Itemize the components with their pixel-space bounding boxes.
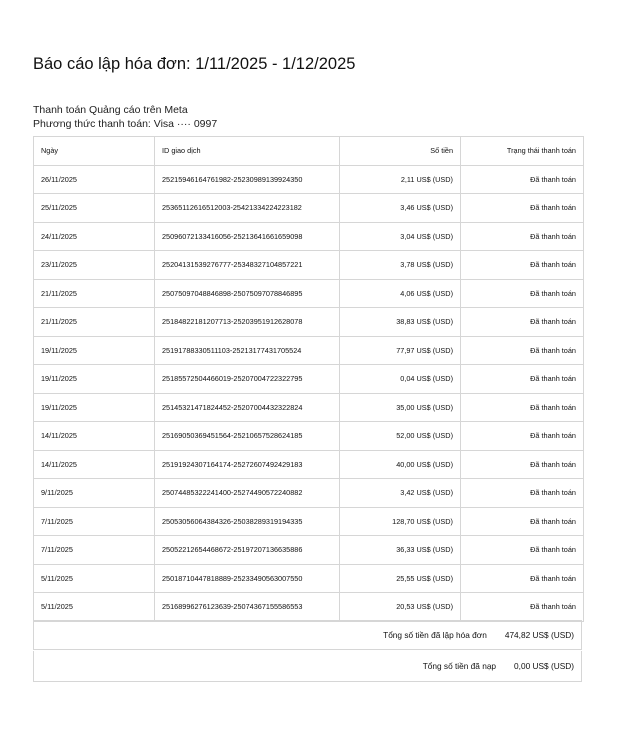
row-transaction-id: 25191924307164174-25272607492429183	[155, 450, 340, 479]
table-row	[34, 450, 584, 479]
column-header-status: Trạng thái thanh toán	[461, 137, 584, 166]
row-amount: 3,46 US$ (USD)	[340, 194, 461, 223]
table-row	[34, 479, 584, 508]
table-row	[34, 393, 584, 422]
row-status: Đã thanh toán	[461, 593, 584, 622]
row-date: 24/11/2025	[34, 222, 155, 251]
table-row	[34, 165, 584, 194]
row-status: Đã thanh toán	[461, 308, 584, 337]
row-status: Đã thanh toán	[461, 365, 584, 394]
row-amount: 3,78 US$ (USD)	[340, 251, 461, 280]
row-transaction-id: 25096072133416056-25213641661659098	[155, 222, 340, 251]
table-row	[34, 593, 584, 622]
row-status: Đã thanh toán	[461, 279, 584, 308]
transactions-table	[33, 136, 584, 622]
row-status: Đã thanh toán	[461, 165, 584, 194]
row-date: 5/11/2025	[34, 593, 155, 622]
row-date: 14/11/2025	[34, 422, 155, 451]
table-row	[34, 251, 584, 280]
row-date: 25/11/2025	[34, 194, 155, 223]
row-status: Đã thanh toán	[461, 422, 584, 451]
row-transaction-id: 25168996276123639-25074367155586553	[155, 593, 340, 622]
row-status: Đã thanh toán	[461, 336, 584, 365]
table-row	[34, 365, 584, 394]
row-status: Đã thanh toán	[461, 479, 584, 508]
row-date: 19/11/2025	[34, 336, 155, 365]
row-transaction-id: 25365112616512003-25421334224223182	[155, 194, 340, 223]
row-status: Đã thanh toán	[461, 194, 584, 223]
row-amount: 52,00 US$ (USD)	[340, 422, 461, 451]
row-amount: 20,53 US$ (USD)	[340, 593, 461, 622]
table-row	[34, 536, 584, 565]
table-row	[34, 308, 584, 337]
row-transaction-id: 25075097048846898-25075097078846895	[155, 279, 340, 308]
table-row	[34, 336, 584, 365]
row-transaction-id: 25169050369451564-25210657528624185	[155, 422, 340, 451]
total-billed-row	[33, 620, 582, 650]
row-amount: 3,04 US$ (USD)	[340, 222, 461, 251]
row-date: 5/11/2025	[34, 564, 155, 593]
row-transaction-id: 25018710447818889-25233490563007550	[155, 564, 340, 593]
table-row	[34, 564, 584, 593]
total-billed-value: 474,82 US$ (USD)	[504, 630, 574, 640]
total-prepaid-row	[33, 651, 582, 682]
row-status: Đã thanh toán	[461, 222, 584, 251]
row-date: 19/11/2025	[34, 365, 155, 394]
row-transaction-id: 25145321471824452-25207004432322824	[155, 393, 340, 422]
row-date: 26/11/2025	[34, 165, 155, 194]
row-transaction-id: 25074485322241400-25274490572240882	[155, 479, 340, 508]
row-amount: 35,00 US$ (USD)	[340, 393, 461, 422]
payment-method: Phương thức thanh toán: Visa ···· 0997	[33, 118, 218, 130]
column-header-amount: Số tiền	[340, 137, 461, 166]
row-date: 21/11/2025	[34, 279, 155, 308]
report-subtitle: Thanh toán Quảng cáo trên Meta	[33, 104, 188, 116]
table-row	[34, 507, 584, 536]
row-transaction-id: 25053056064384326-25038289319194335	[155, 507, 340, 536]
table-row	[34, 422, 584, 451]
row-date: 7/11/2025	[34, 507, 155, 536]
row-amount: 4,06 US$ (USD)	[340, 279, 461, 308]
row-amount: 3,42 US$ (USD)	[340, 479, 461, 508]
table-row	[34, 222, 584, 251]
table-header-row	[34, 137, 584, 166]
row-status: Đã thanh toán	[461, 251, 584, 280]
row-date: 21/11/2025	[34, 308, 155, 337]
row-date: 7/11/2025	[34, 536, 155, 565]
row-date: 19/11/2025	[34, 393, 155, 422]
row-date: 9/11/2025	[34, 479, 155, 508]
row-amount: 25,55 US$ (USD)	[340, 564, 461, 593]
total-billed-label: Tổng số tiền đã lập hóa đơn	[383, 630, 487, 640]
row-status: Đã thanh toán	[461, 564, 584, 593]
row-amount: 38,83 US$ (USD)	[340, 308, 461, 337]
row-transaction-id: 25185572504466019-25207004722322795	[155, 365, 340, 394]
column-header-date: Ngày	[34, 137, 155, 166]
row-transaction-id: 25204131539276777-25348327104857221	[155, 251, 340, 280]
row-status: Đã thanh toán	[461, 507, 584, 536]
total-prepaid-label: Tổng số tiền đã nạp	[422, 661, 497, 671]
row-transaction-id: 25215946164761982-25230989139924350	[155, 165, 340, 194]
row-status: Đã thanh toán	[461, 450, 584, 479]
row-status: Đã thanh toán	[461, 536, 584, 565]
row-amount: 128,70 US$ (USD)	[340, 507, 461, 536]
row-transaction-id: 25191788330511103-25213177431705524	[155, 336, 340, 365]
report-title: Báo cáo lập hóa đơn: 1/11/2025 - 1/12/2025	[33, 55, 356, 73]
row-date: 23/11/2025	[34, 251, 155, 280]
row-amount: 0,04 US$ (USD)	[340, 365, 461, 394]
total-prepaid-value: 0,00 US$ (USD)	[514, 661, 574, 671]
row-amount: 36,33 US$ (USD)	[340, 536, 461, 565]
column-header-transaction-id: ID giao dịch	[155, 137, 340, 166]
row-amount: 2,11 US$ (USD)	[340, 165, 461, 194]
row-status: Đã thanh toán	[461, 393, 584, 422]
row-date: 14/11/2025	[34, 450, 155, 479]
row-transaction-id: 25184822181207713-25203951912628078	[155, 308, 340, 337]
row-amount: 77,97 US$ (USD)	[340, 336, 461, 365]
row-transaction-id: 25052212654468672-25197207136635886	[155, 536, 340, 565]
table-row	[34, 194, 584, 223]
table-row	[34, 279, 584, 308]
row-amount: 40,00 US$ (USD)	[340, 450, 461, 479]
